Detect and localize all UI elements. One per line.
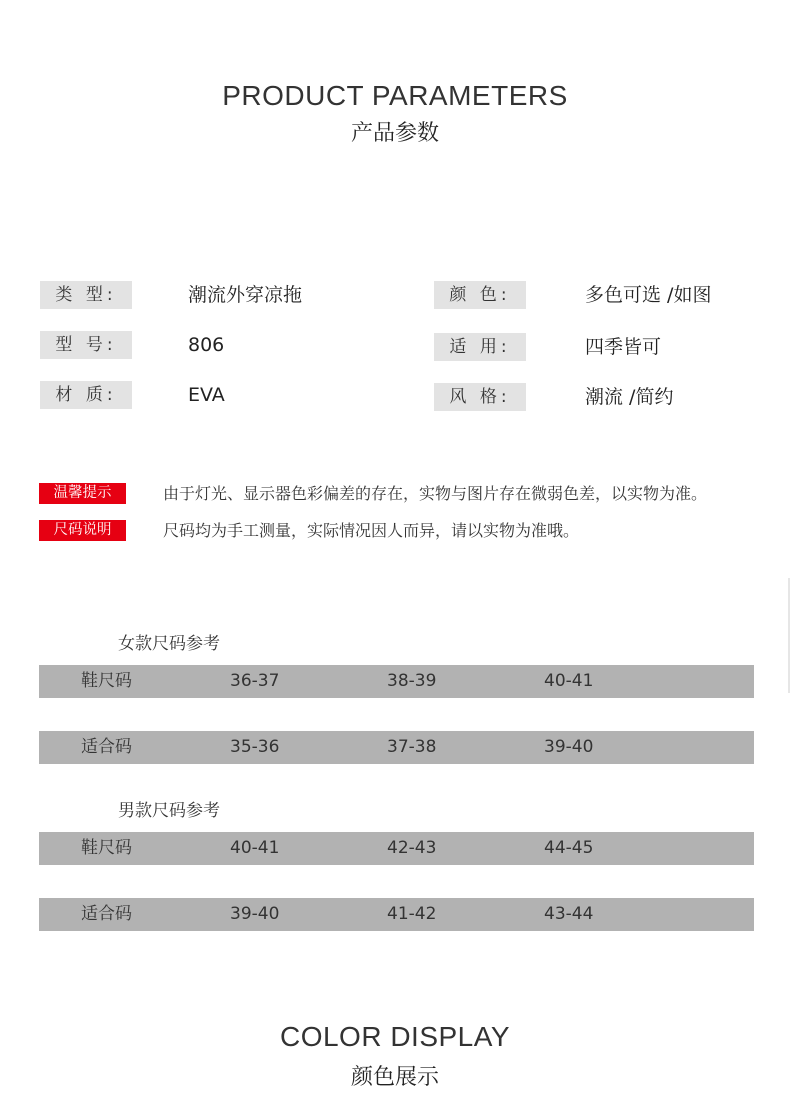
- size-row-men-fit: [39, 898, 754, 931]
- size-row-men-shoe: [39, 832, 754, 865]
- param-value-model: 806: [188, 334, 225, 356]
- size-cell: 43-44: [544, 904, 594, 924]
- param-value-material: EVA: [188, 384, 225, 406]
- color-display-title-zh: 颜色展示: [350, 1065, 439, 1090]
- size-cell: 38-39: [387, 671, 437, 691]
- param-value-color: 多色可选 /如图: [585, 284, 712, 306]
- section-title-zh: 产品参数: [350, 121, 439, 146]
- param-label-season: 适 用:: [434, 333, 526, 361]
- color-display-title-en: COLOR DISPLAY: [279, 1021, 511, 1052]
- notice-text-reminder: 由于灯光、显示器色彩偏差的存在，实物与图片存在微弱色差，以实物为准。: [163, 484, 708, 503]
- size-cell: 42-43: [387, 838, 437, 858]
- notice-badge-reminder: 温馨提示: [39, 483, 126, 504]
- size-row-women-fit: [39, 731, 754, 764]
- size-table-heading-men: 男款尺码参考: [118, 801, 220, 821]
- param-label-color: 颜 色:: [434, 281, 526, 309]
- size-cell: 36-37: [230, 671, 280, 691]
- size-row-women-shoe: [39, 665, 754, 698]
- size-cell: 35-36: [230, 737, 280, 757]
- size-cell: 41-42: [387, 904, 437, 924]
- size-cell: 39-40: [544, 737, 594, 757]
- size-cell: 37-38: [387, 737, 437, 757]
- size-cell: 44-45: [544, 838, 594, 858]
- notice-text-size: 尺码均为手工测量，实际情况因人而异，请以实物为准哦。: [163, 521, 580, 540]
- param-label-style: 风 格:: [434, 383, 526, 411]
- notice-badge-size: 尺码说明: [39, 520, 126, 541]
- size-row-label: 适合码: [81, 737, 132, 757]
- size-table-heading-women: 女款尺码参考: [118, 634, 220, 654]
- param-value-style: 潮流 /简约: [585, 386, 674, 408]
- size-cell: 40-41: [544, 671, 594, 691]
- size-row-label: 适合码: [81, 904, 132, 924]
- size-row-label: 鞋尺码: [81, 671, 132, 691]
- param-label-model: 型 号:: [40, 331, 132, 359]
- section-title-en: PRODUCT PARAMETERS: [222, 80, 568, 111]
- size-cell: 39-40: [230, 904, 280, 924]
- param-value-type: 潮流外穿凉拖: [188, 284, 303, 306]
- size-row-label: 鞋尺码: [81, 838, 132, 858]
- param-value-season: 四季皆可: [585, 336, 662, 358]
- size-cell: 40-41: [230, 838, 280, 858]
- param-label-material: 材 质:: [40, 381, 132, 409]
- param-label-type: 类 型:: [40, 281, 132, 309]
